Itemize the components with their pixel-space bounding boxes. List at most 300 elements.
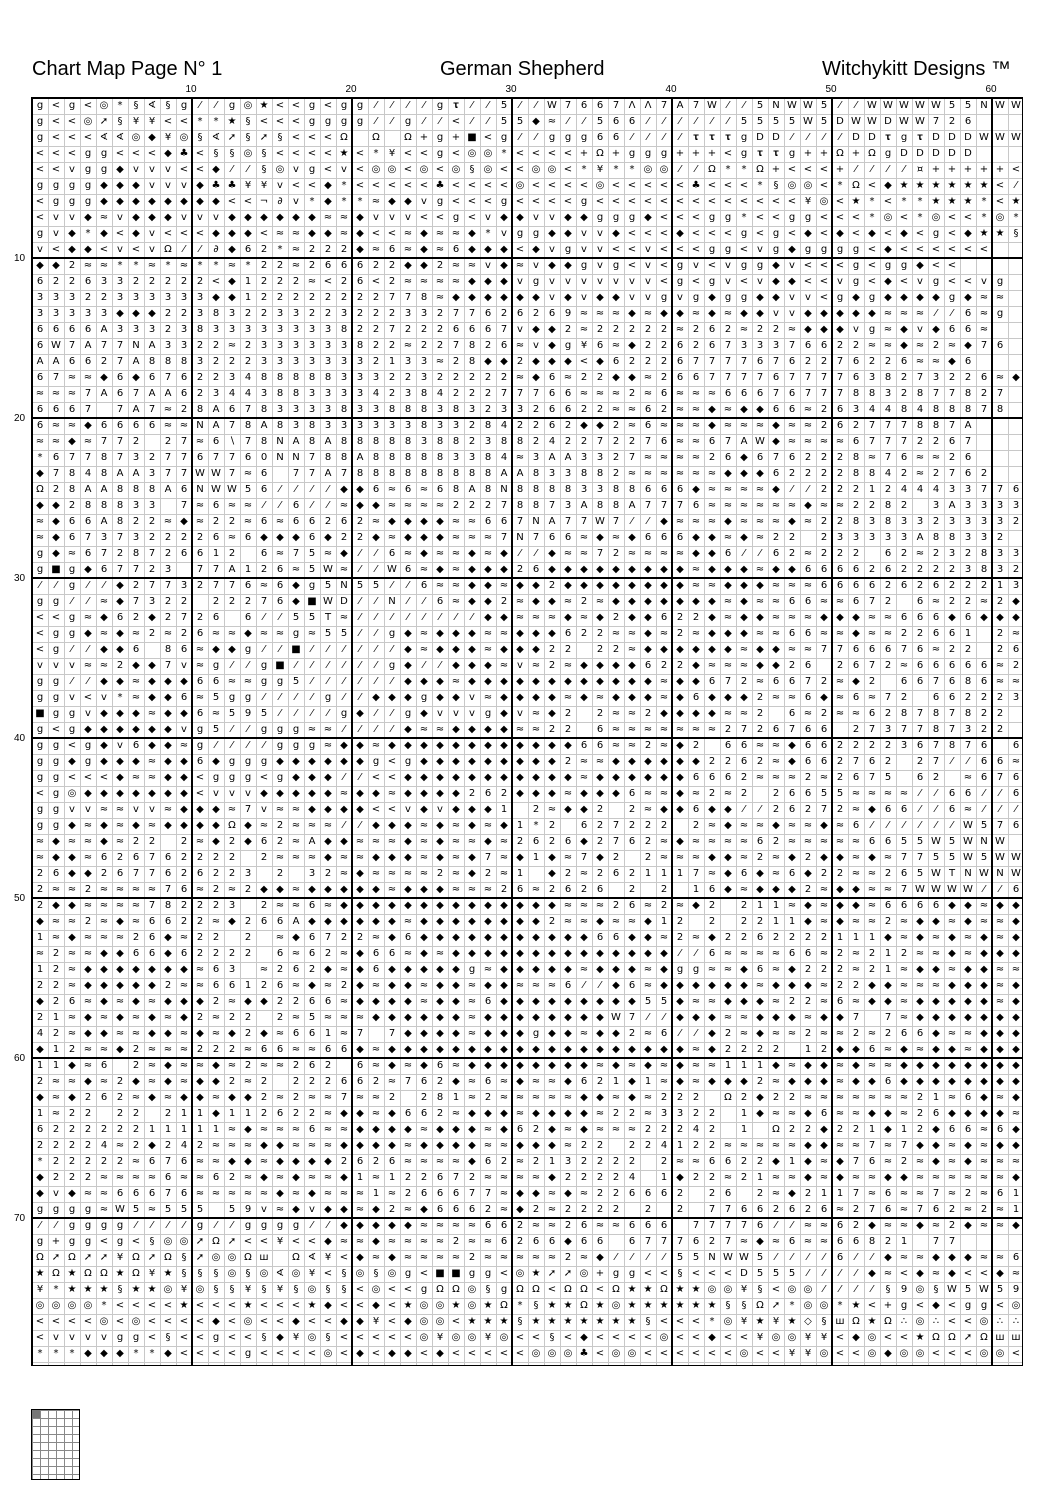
- stitch-cell: ◆: [420, 788, 428, 799]
- stitch-cell: 6: [948, 804, 956, 815]
- stitch-cell: <: [723, 148, 733, 159]
- stitch-cell: ◆: [180, 1012, 188, 1023]
- stitch-cell: 1: [756, 900, 764, 911]
- stitch-cell: 8: [852, 388, 860, 399]
- stitch-cell: 7: [676, 500, 684, 511]
- stitch-cell: 7: [196, 564, 204, 575]
- stitch-cell: 7: [164, 1156, 172, 1167]
- stitch-cell: v: [229, 788, 235, 799]
- stitch-cell: <: [339, 1348, 349, 1359]
- stitch-cell: ◆: [420, 932, 428, 943]
- stitch-cell: 2: [244, 932, 252, 943]
- stitch-cell: 2: [420, 1092, 428, 1103]
- stitch-cell: ◆: [596, 612, 604, 623]
- stitch-cell: g: [580, 260, 588, 271]
- stitch-cell: 2: [532, 308, 540, 319]
- stitch-cell: [288, 866, 304, 882]
- stitch-cell: 7: [852, 756, 860, 767]
- stitch-cell: 6: [116, 1188, 124, 1199]
- stitch-cell: ≈: [643, 724, 653, 735]
- stitch-cell: ◆: [564, 612, 572, 623]
- stitch-cell: ≈: [179, 260, 189, 271]
- stitch-cell: ◆: [84, 980, 92, 991]
- stitch-cell: 6: [212, 676, 220, 687]
- stitch-cell: ≈: [819, 916, 829, 927]
- stitch-cell: ⁄: [71, 644, 73, 655]
- stitch-cell: ◆: [388, 692, 396, 703]
- stitch-cell: 6: [580, 1236, 588, 1247]
- stitch-cell: ★: [563, 1300, 573, 1311]
- stitch-cell: v: [165, 164, 171, 175]
- stitch-cell: 2: [996, 708, 1004, 719]
- stitch-cell: ◆: [820, 612, 828, 623]
- stitch-cell: ◆: [820, 1012, 828, 1023]
- stitch-cell: 6: [996, 1188, 1004, 1199]
- stitch-cell: ¥: [260, 180, 268, 191]
- stitch-cell: ◎: [131, 1316, 141, 1327]
- stitch-cell: A: [100, 516, 108, 527]
- stitch-cell: 7: [932, 676, 940, 687]
- stitch-cell: W: [915, 884, 925, 895]
- stitch-cell: ◆: [500, 996, 508, 1007]
- stitch-cell: ◆: [692, 660, 700, 671]
- stitch-cell: ◆: [980, 932, 988, 943]
- stitch-cell: 6: [68, 532, 76, 543]
- stitch-cell: ≈: [99, 628, 109, 639]
- stitch-cell: 2: [980, 388, 988, 399]
- stitch-cell: ◆: [404, 692, 412, 703]
- stitch-cell: [160, 498, 176, 514]
- stitch-cell: 6: [84, 276, 92, 287]
- stitch-cell: ≈: [99, 884, 109, 895]
- stitch-cell: ◆: [404, 196, 412, 207]
- stitch-cell: ≈: [723, 1012, 733, 1023]
- stitch-cell: ◆: [692, 980, 700, 991]
- stitch-cell: 6: [500, 340, 508, 351]
- stitch-cell: 2: [628, 1156, 636, 1167]
- stitch-cell: 6: [660, 388, 668, 399]
- stitch-cell: ⁄: [855, 1284, 857, 1295]
- stitch-cell: ◆: [868, 1108, 876, 1119]
- stitch-cell: 2: [628, 868, 636, 879]
- stitch-cell: 2: [324, 244, 332, 255]
- stitch-cell: ≈: [611, 532, 621, 543]
- stitch-cell: §: [485, 1284, 491, 1295]
- stitch-cell: ≈: [1011, 1108, 1021, 1119]
- row-number-20: 20: [14, 413, 26, 424]
- stitch-cell: Ω: [980, 1332, 988, 1343]
- stitch-cell: 1: [772, 916, 780, 927]
- stitch-cell: ◆: [740, 612, 748, 623]
- stitch-cell: ≈: [371, 1060, 381, 1071]
- stitch-cell: 6: [100, 1060, 108, 1071]
- stitch-cell: 2: [340, 276, 348, 287]
- stitch-cell: 8: [628, 484, 636, 495]
- stitch-cell: g: [436, 148, 444, 159]
- stitch-cell: 1: [516, 868, 524, 879]
- stitch-cell: ◆: [484, 580, 492, 591]
- stitch-cell: ◆: [708, 1332, 716, 1343]
- stitch-cell: ⁄: [823, 1284, 825, 1295]
- chart-row: [32, 562, 1023, 578]
- stitch-cell: ◆: [388, 980, 396, 991]
- stitch-cell: D: [884, 116, 892, 127]
- stitch-cell: ≈: [691, 852, 701, 863]
- stitch-cell: 3: [340, 356, 348, 367]
- stitch-cell: ≈: [611, 340, 621, 351]
- stitch-cell: ≈: [307, 1172, 317, 1183]
- stitch-cell: ⁄: [279, 708, 281, 719]
- stitch-cell: ◆: [164, 1028, 172, 1039]
- stitch-cell: 5: [820, 100, 828, 111]
- stitch-cell: ◆: [548, 1172, 556, 1183]
- row-number-60: 60: [14, 1053, 26, 1064]
- stitch-cell: ★: [451, 1300, 461, 1311]
- stitch-cell: ◆: [868, 804, 876, 815]
- stitch-cell: <: [691, 1316, 701, 1327]
- stitch-cell: ⁄: [359, 596, 361, 607]
- stitch-cell: ◆: [164, 756, 172, 767]
- stitch-cell: g: [436, 196, 444, 207]
- stitch-cell: ≈: [83, 660, 93, 671]
- stitch-cell: ◆: [580, 1108, 588, 1119]
- stitch-cell: 5: [692, 1252, 700, 1263]
- stitch-cell: <: [787, 228, 797, 239]
- stitch-cell: 7: [580, 852, 588, 863]
- stitch-cell: ◆: [564, 964, 572, 975]
- stitch-cell: ≈: [819, 1172, 829, 1183]
- stitch-cell: 2: [148, 628, 156, 639]
- stitch-cell: ≈: [563, 788, 573, 799]
- stitch-cell: §: [149, 1236, 155, 1247]
- stitch-cell: ⁄: [711, 116, 713, 127]
- chart-row: [32, 1122, 1023, 1138]
- stitch-cell: Ω: [516, 1284, 524, 1295]
- stitch-cell: 2: [308, 308, 316, 319]
- stitch-cell: ◆: [932, 1124, 940, 1135]
- stitch-cell: ◎: [995, 212, 1005, 223]
- stitch-cell: [224, 610, 240, 626]
- stitch-cell: <: [707, 196, 717, 207]
- stitch-cell: ◆: [1012, 948, 1020, 959]
- stitch-cell: Ω: [596, 148, 604, 159]
- chart-row: [32, 802, 1023, 818]
- stitch-cell: g: [820, 244, 828, 255]
- stitch-cell: [256, 930, 272, 946]
- stitch-cell: ◆: [116, 1012, 124, 1023]
- chart-row: [32, 1298, 1023, 1314]
- stitch-cell: ◆: [628, 532, 636, 543]
- stitch-cell: 6: [692, 692, 700, 703]
- stitch-cell: ≈: [979, 596, 989, 607]
- stitch-cell: ◆: [324, 1156, 332, 1167]
- stitch-cell: ◆: [436, 916, 444, 927]
- stitch-cell: 6: [388, 244, 396, 255]
- stitch-cell: 3: [452, 420, 460, 431]
- stitch-cell: 2: [644, 852, 652, 863]
- stitch-cell: <: [99, 772, 109, 783]
- stitch-cell: <: [771, 1348, 781, 1359]
- stitch-cell: ◆: [388, 852, 396, 863]
- stitch-cell: 7: [116, 404, 124, 415]
- stitch-cell: *: [917, 196, 923, 207]
- stitch-cell: 6: [564, 980, 572, 991]
- stitch-cell: 4: [660, 1140, 668, 1151]
- stitch-cell: 7: [884, 452, 892, 463]
- stitch-cell: 6: [612, 356, 620, 367]
- stitch-cell: ≈: [307, 1044, 317, 1055]
- stitch-cell: ◆: [436, 1028, 444, 1039]
- stitch-cell: 5: [772, 116, 780, 127]
- stitch-cell: 3: [148, 468, 156, 479]
- stitch-cell: 6: [852, 692, 860, 703]
- stitch-cell: 7: [692, 1220, 700, 1231]
- stitch-cell: ≈: [675, 436, 685, 447]
- stitch-cell: W: [755, 436, 765, 447]
- stitch-cell: 2: [548, 644, 556, 655]
- stitch-cell: ◆: [68, 820, 76, 831]
- stitch-cell: ≈: [867, 628, 877, 639]
- stitch-cell: 8: [868, 1236, 876, 1247]
- stitch-cell: 2: [212, 516, 220, 527]
- chart-row: [32, 530, 1023, 546]
- stitch-cell: ◆: [708, 532, 716, 543]
- stitch-cell: ≈: [83, 820, 93, 831]
- stitch-cell: ◎: [931, 212, 941, 223]
- stitch-cell: 8: [884, 516, 892, 527]
- stitch-cell: 5: [164, 1204, 172, 1215]
- stitch-cell: ◎: [291, 1268, 301, 1279]
- stitch-cell: ◆: [404, 836, 412, 847]
- stitch-cell: g: [52, 196, 60, 207]
- stitch-cell: 6: [404, 932, 412, 943]
- stitch-cell: ◆: [52, 900, 60, 911]
- stitch-cell: ◆: [196, 996, 204, 1007]
- stitch-cell: ≈: [499, 1172, 509, 1183]
- stitch-cell: ≈: [723, 1172, 733, 1183]
- stitch-cell: 7: [852, 1188, 860, 1199]
- stitch-cell: ≈: [851, 1140, 861, 1151]
- stitch-cell: ≈: [723, 500, 733, 511]
- stitch-cell: ◆: [596, 532, 604, 543]
- stitch-cell: ◆: [708, 612, 716, 623]
- chart-row: [32, 1250, 1023, 1266]
- stitch-cell: ◆: [468, 1124, 476, 1135]
- stitch-cell: ≈: [35, 532, 45, 543]
- stitch-cell: ≈: [899, 1012, 909, 1023]
- stitch-cell: ≈: [211, 708, 221, 719]
- stitch-cell: 2: [52, 980, 60, 991]
- stitch-cell: v: [581, 228, 587, 239]
- stitch-cell: 4: [900, 484, 908, 495]
- stitch-cell: ◆: [740, 452, 748, 463]
- stitch-cell: A: [916, 532, 924, 543]
- stitch-cell: ◆: [996, 1028, 1004, 1039]
- stitch-cell: g: [36, 548, 44, 559]
- stitch-cell: 2: [324, 1060, 332, 1071]
- stitch-cell: ◆: [788, 564, 796, 575]
- stitch-cell: 6: [260, 468, 268, 479]
- stitch-cell: ≈: [35, 836, 45, 847]
- stitch-cell: A: [964, 420, 972, 431]
- stitch-cell: ⁄: [327, 676, 329, 687]
- stitch-cell: <: [819, 212, 829, 223]
- stitch-cell: [208, 1202, 224, 1218]
- stitch-cell: 6: [548, 388, 556, 399]
- stitch-cell: <: [147, 1332, 157, 1343]
- stitch-cell: 6: [436, 1172, 444, 1183]
- stitch-cell: 2: [612, 612, 620, 623]
- stitch-cell: +: [595, 1268, 605, 1279]
- stitch-cell: ◆: [100, 820, 108, 831]
- stitch-cell: 6: [228, 404, 236, 415]
- stitch-cell: <: [963, 1348, 973, 1359]
- stitch-cell: ⁄: [663, 132, 665, 143]
- stitch-cell: ◎: [419, 164, 429, 175]
- stitch-cell: [528, 866, 544, 882]
- stitch-cell: ≈: [675, 516, 685, 527]
- stitch-cell: 2: [388, 276, 396, 287]
- stitch-cell: <: [275, 148, 285, 159]
- stitch-cell: ≈: [787, 836, 797, 847]
- stitch-cell: 2: [324, 292, 332, 303]
- stitch-cell: 2: [244, 1012, 252, 1023]
- stitch-cell: ◆: [740, 468, 748, 479]
- stitch-cell: ◆: [564, 772, 572, 783]
- stitch-cell: ◆: [612, 980, 620, 991]
- stitch-cell: ◆: [452, 1076, 460, 1087]
- stitch-cell: <: [307, 1316, 317, 1327]
- stitch-cell: 5: [772, 1268, 780, 1279]
- stitch-cell: 2: [84, 1140, 92, 1151]
- stitch-cell: ◆: [452, 772, 460, 783]
- stitch-cell: 6: [628, 836, 636, 847]
- stitch-cell: ◆: [612, 1060, 620, 1071]
- stitch-cell: ≈: [275, 1060, 285, 1071]
- stitch-cell: ◆: [468, 580, 476, 591]
- stitch-cell: ≈: [675, 452, 685, 463]
- stitch-cell: ⁄: [375, 612, 377, 623]
- stitch-cell: ≈: [371, 932, 381, 943]
- stitch-cell: ◎: [99, 100, 109, 111]
- stitch-cell: ⁄: [407, 596, 409, 607]
- stitch-cell: ◆: [996, 612, 1004, 623]
- stitch-cell: 2: [1012, 660, 1020, 671]
- stitch-cell: ◆: [996, 1044, 1004, 1055]
- stitch-cell: 7: [164, 372, 172, 383]
- stitch-cell: 3: [996, 564, 1004, 575]
- stitch-cell: 8: [964, 404, 972, 415]
- stitch-cell: 5: [788, 1268, 796, 1279]
- stitch-cell: ◆: [948, 1268, 956, 1279]
- stitch-cell: ◆: [692, 596, 700, 607]
- stitch-cell: ◆: [356, 884, 364, 895]
- stitch-cell: *: [37, 1156, 43, 1167]
- stitch-cell: 2: [820, 1044, 828, 1055]
- stitch-cell: ★: [163, 1268, 173, 1279]
- stitch-cell: 1: [740, 1060, 748, 1071]
- stitch-cell: 7: [292, 548, 300, 559]
- stitch-cell: <: [51, 148, 61, 159]
- stitch-cell: *: [85, 228, 91, 239]
- stitch-cell: 2: [772, 1044, 780, 1055]
- stitch-cell: ¥: [244, 1284, 252, 1295]
- stitch-cell: <: [243, 1236, 253, 1247]
- stitch-cell: ◆: [436, 772, 444, 783]
- stitch-cell: 6: [676, 484, 684, 495]
- stitch-cell: ◆: [84, 868, 92, 879]
- stitch-cell: 2: [676, 1204, 684, 1215]
- stitch-cell: <: [227, 1300, 237, 1311]
- stitch-cell: ◆: [724, 580, 732, 591]
- stitch-cell: ◆: [468, 676, 476, 687]
- stitch-cell: v: [645, 260, 651, 271]
- stitch-cell: ≈: [227, 628, 237, 639]
- stitch-cell: 7: [164, 1188, 172, 1199]
- stitch-cell: 6: [852, 660, 860, 671]
- stitch-cell: 2: [964, 596, 972, 607]
- stitch-cell: ⁄: [263, 692, 265, 703]
- stitch-cell: 2: [516, 420, 524, 431]
- stitch-cell: 2: [884, 356, 892, 367]
- stitch-cell: 7: [772, 388, 780, 399]
- stitch-cell: ⁄: [807, 1252, 809, 1263]
- stitch-cell: ≈: [323, 548, 333, 559]
- stitch-cell: g: [244, 692, 252, 703]
- stitch-cell: ◆: [628, 756, 636, 767]
- stitch-cell: 2: [948, 116, 956, 127]
- stitch-cell: 2: [180, 628, 188, 639]
- stitch-cell: ◆: [644, 580, 652, 591]
- stitch-cell: 6: [388, 548, 396, 559]
- stitch-cell: [880, 674, 896, 690]
- stitch-cell: ≈: [915, 948, 925, 959]
- stitch-cell: 7: [132, 388, 140, 399]
- stitch-cell: ≈: [595, 308, 605, 319]
- stitch-cell: ≈: [963, 772, 973, 783]
- stitch-cell: ◆: [148, 964, 156, 975]
- stitch-cell: Ω: [756, 1300, 764, 1311]
- stitch-cell: ◆: [452, 900, 460, 911]
- stitch-cell: v: [197, 212, 203, 223]
- stitch-cell: 6: [788, 788, 796, 799]
- stitch-cell: ◆: [548, 964, 556, 975]
- stitch-cell: 8: [324, 372, 332, 383]
- stitch-cell: ⁄: [871, 164, 873, 175]
- stitch-cell: g: [276, 1220, 284, 1231]
- stitch-cell: ◆: [500, 676, 508, 687]
- stitch-cell: 7: [52, 372, 60, 383]
- stitch-cell: 4: [84, 468, 92, 479]
- stitch-cell: <: [675, 1316, 685, 1327]
- stitch-cell: <: [211, 1300, 221, 1311]
- stitch-cell: 2: [596, 804, 604, 815]
- stitch-cell: ≈: [835, 820, 845, 831]
- stitch-cell: 2: [996, 596, 1004, 607]
- stitch-cell: ◆: [756, 868, 764, 879]
- stitch-cell: 7: [724, 372, 732, 383]
- stitch-cell: v: [517, 324, 523, 335]
- stitch-cell: g: [404, 756, 412, 767]
- stitch-cell: 2: [996, 724, 1004, 735]
- stitch-cell: *: [213, 260, 219, 271]
- stitch-cell: ◆: [676, 740, 684, 751]
- stitch-cell: ≈: [883, 1140, 893, 1151]
- stitch-cell: +: [979, 164, 989, 175]
- stitch-cell: ◆: [484, 596, 492, 607]
- stitch-cell: W: [995, 852, 1005, 863]
- stitch-cell: 7: [948, 420, 956, 431]
